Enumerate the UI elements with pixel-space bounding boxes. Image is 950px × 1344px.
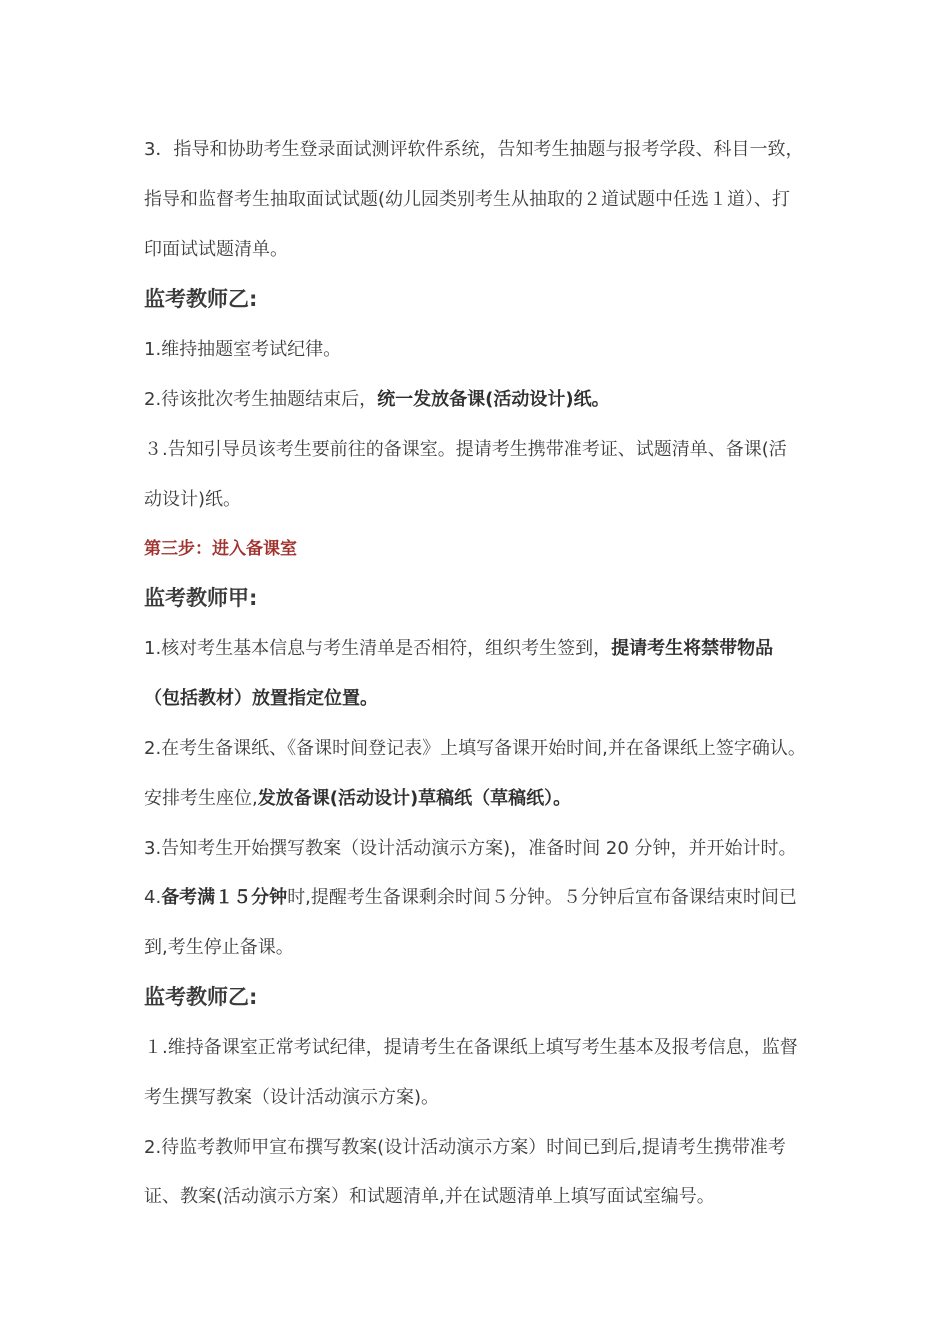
emphasis-text: 统一发放备课(活动设计)纸。 [377,389,610,410]
paragraph-line [144,388,610,412]
line-text: 时,提醒考生备课剩余时间５分钟。５分钟后宣布备课结束时间已 [287,887,797,908]
paragraph-line [144,687,378,711]
emphasis-text: 提请考生将禁带物品 [611,638,774,659]
emphasis-text: （包括教材）放置指定位置。 [144,688,378,709]
paragraph-line [144,787,571,811]
paragraph-line: 到,考生停止备课。 [144,937,294,958]
paragraph-line: 1.维持抽题室考试纪律。 [144,339,342,360]
line-text: 2.待该批次考生抽题结束后， [144,389,378,410]
line-text: 1.核对考生基本信息与考生清单是否相符，组织考生签到， [144,638,612,659]
paragraph-line [144,637,773,661]
emphasis-text: 发放备课(活动设计)草稿纸（草稿纸）。 [257,788,572,809]
paragraph-line: 3.告知考生开始撰写教案（设计活动演示方案)，准备时间 20 分钟，并开始计时。 [144,838,797,859]
step-heading: 第三步：进入备课室 [144,539,297,559]
paragraph-line: 印面试试题清单。 [144,239,288,260]
paragraph-line: 指导和监督考生抽取面试试题(幼儿园类别考生从抽取的２道试题中任选１道）、打 [144,189,791,210]
line-text: 4. [144,887,162,908]
paragraph-line: 动设计)纸。 [144,489,242,510]
section-heading-proctor-a: 监考教师甲: [144,586,258,610]
section-heading-proctor-b: 监考教师乙: [144,287,258,311]
paragraph-line: 证、教案(活动演示方案）和试题清单,并在试题清单上填写面试室编号。 [144,1186,715,1207]
paragraph-line [144,886,797,910]
paragraph-line: 3．指导和协助考生登录面试测评软件系统，告知考生抽题与报考学段、科目一致， [144,139,804,160]
paragraph-line: 考生撰写教案（设计活动演示方案)。 [144,1087,440,1108]
paragraph-line: １.维持备课室正常考试纪律，提请考生在备课纸上填写考生基本及报考信息，监督 [144,1037,798,1058]
line-text: 安排考生座位, [144,788,258,809]
section-heading-proctor-b: 监考教师乙: [144,985,258,1009]
paragraph-line: ３.告知引导员该考生要前往的备课室。提请考生携带准考证、试题清单、备课(活 [144,439,787,460]
paragraph-line: 2.在考生备课纸、《备课时间登记表》上填写备课开始时间,并在备课纸上签字确认。 [144,738,806,759]
paragraph-line: 2.待监考教师甲宣布撰写教案(设计活动演示方案）时间已到后,提请考生携带准考 [144,1137,786,1158]
emphasis-text: 备考满１５分钟 [161,887,288,908]
